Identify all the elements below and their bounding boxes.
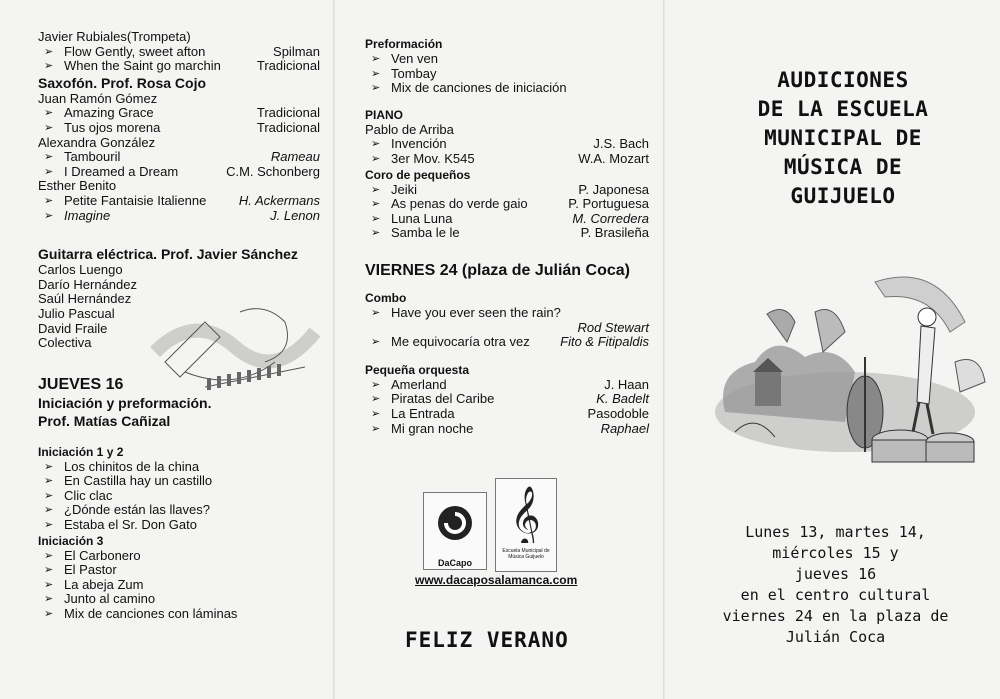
title-line: GUIJUELO — [790, 184, 896, 208]
ini12-heading: Iniciación 1 y 2 — [38, 444, 124, 459]
player-name: Alexandra González — [38, 134, 156, 150]
title-line: MUNICIPAL DE — [764, 126, 922, 150]
list-item: ➢ En Castilla hay un castillo — [38, 474, 335, 489]
dacapo-logo-text: DaCapo — [437, 558, 472, 568]
panel-right — [665, 0, 1000, 699]
list-item: ➢ Mix de canciones con láminas — [38, 607, 335, 622]
list-item: ➢ Amazing Grace Tradicional — [38, 106, 320, 121]
dates-line: jueves 16 — [794, 565, 877, 583]
preformacion-heading: Preformación — [365, 37, 443, 51]
jueves-teacher: Prof. Matías Cañizal — [38, 412, 171, 429]
list-item: ➢ Clic clac — [38, 489, 335, 504]
list-item: ➢ Flow Gently, sweet afton Spilman — [38, 45, 320, 60]
list-item: ➢ El Pastor — [38, 563, 335, 578]
list-item: Saúl Hernández — [38, 291, 132, 307]
list-item: ➢ Los chinitos de la china — [38, 460, 335, 475]
list-item: ➢ 3er Mov. K545 W.A. Mozart — [365, 152, 649, 167]
trumpet-player: Javier Rubiales(Trompeta) — [38, 29, 191, 44]
dates-line: miércoles 15 y — [772, 544, 899, 562]
musicians-illustration — [695, 262, 990, 477]
panel-middle — [335, 0, 665, 699]
list-item: ➢ Jeiki P. Japonesa — [365, 183, 649, 198]
event-dates — [683, 522, 988, 648]
list-item: ➢ As penas do verde gaio P. Portuguesa — [365, 197, 649, 212]
combo-heading: Combo — [365, 290, 407, 305]
list-item: Julio Pascual — [38, 305, 115, 321]
dacapo-logo — [423, 492, 487, 570]
list-item: David Fraile — [38, 320, 108, 336]
trumpet-list — [38, 45, 320, 74]
list-item: ➢ Invención J.S. Bach — [365, 137, 649, 152]
combo-author: Rod Stewart — [577, 319, 649, 335]
title-line: AUDICIONES — [777, 68, 909, 92]
list-item: ➢ Me equivocaría otra vez Fito & Fitipaldis — [365, 335, 649, 350]
list-item: ➢ When the Saint go marchin Tradicional — [38, 59, 320, 74]
orquesta-heading: Pequeña orquesta — [365, 362, 470, 377]
list-item: Darío Hernández — [38, 276, 137, 292]
piano-heading: PIANO — [365, 107, 404, 122]
list-item: ➢ Tambouril Rameau — [38, 150, 320, 165]
feliz-verano-text: FELIZ VERANO — [405, 628, 569, 652]
player-name: Esther Benito — [38, 178, 117, 194]
list-item: ➢ Estaba el Sr. Don Gato — [38, 518, 335, 533]
list-item: ➢ Mix de canciones de iniciación — [365, 81, 649, 96]
escuela-logo-text: Escuela Municipal de Música Guijuelo — [502, 548, 550, 560]
sax-list — [38, 92, 320, 223]
list-item: ➢ I Dreamed a Dream C.M. Schonberg — [38, 165, 320, 180]
list-item: ➢ Tombay — [365, 67, 649, 82]
list-item: ➢ Petite Fantaisie Italienne H. Ackermans — [38, 194, 320, 209]
dates-line: viernes 24 en la plaza de — [722, 607, 949, 625]
list-item: ➢ La Entrada Pasodoble — [365, 407, 649, 422]
title-line: MÚSICA DE — [783, 155, 903, 179]
viernes-heading: VIERNES 24 (plaza de Julián Coca) — [365, 261, 630, 279]
list-item: ➢ Samba le le P. Brasileña — [365, 226, 649, 241]
dates-line: en el centro cultural — [740, 586, 931, 604]
jueves-subheading: Iniciación y preformación. — [38, 394, 212, 411]
list-item: Carlos Luengo — [38, 262, 123, 278]
escuela-logo — [495, 478, 557, 572]
list-item: ➢ ¿Dónde están las llaves? — [38, 503, 335, 518]
list-item: ➢ Amerland J. Haan — [365, 378, 649, 393]
brochure-title — [723, 66, 963, 211]
list-item: ➢ Imagine J. Lenon — [38, 209, 320, 224]
list-item: ➢ La abeja Zum — [38, 578, 335, 593]
list-item: ➢ Piratas del Caribe K. Badelt — [365, 392, 649, 407]
title-line: DE LA ESCUELA — [757, 97, 929, 121]
ini3-heading: Iniciación 3 — [38, 533, 104, 548]
dates-line: Lunes 13, martes 14, — [745, 523, 926, 541]
list-item: Colectiva — [38, 335, 92, 351]
piano-player: Pablo de Arriba — [365, 121, 454, 137]
dates-line: Julián Coca — [785, 628, 886, 646]
panel-left — [0, 0, 335, 699]
jueves-heading: JUEVES 16 — [38, 375, 124, 393]
ini3-list — [38, 549, 335, 622]
list-item: ➢ Luna Luna M. Corredera — [365, 212, 649, 227]
list-item: ➢ Tus ojos morena Tradicional — [38, 121, 320, 136]
list-item: ➢ Junto al camino — [38, 592, 335, 607]
list-item: ➢ Ven ven — [365, 52, 649, 67]
instruments-illustration — [145, 292, 325, 402]
guitar-heading: Guitarra eléctrica. Prof. Javier Sánchez — [38, 246, 298, 263]
player-name: Juan Ramón Gómez — [38, 90, 158, 106]
svg-text:𝄞: 𝄞 — [510, 486, 541, 543]
list-item: ➢ Have you ever seen the rain? — [365, 306, 649, 321]
list-item: ➢ El Carbonero — [38, 549, 335, 564]
list-item: ➢ Mi gran noche Raphael — [365, 422, 649, 437]
dacapo-logo-icon — [424, 493, 486, 553]
coro-heading: Coro de pequeños — [365, 167, 471, 182]
treble-clef-icon — [496, 479, 556, 543]
website-link[interactable]: www.dacaposalamanca.com — [415, 573, 578, 587]
sax-heading: Saxofón. Prof. Rosa Cojo — [38, 74, 207, 91]
ini12-list — [38, 460, 335, 533]
